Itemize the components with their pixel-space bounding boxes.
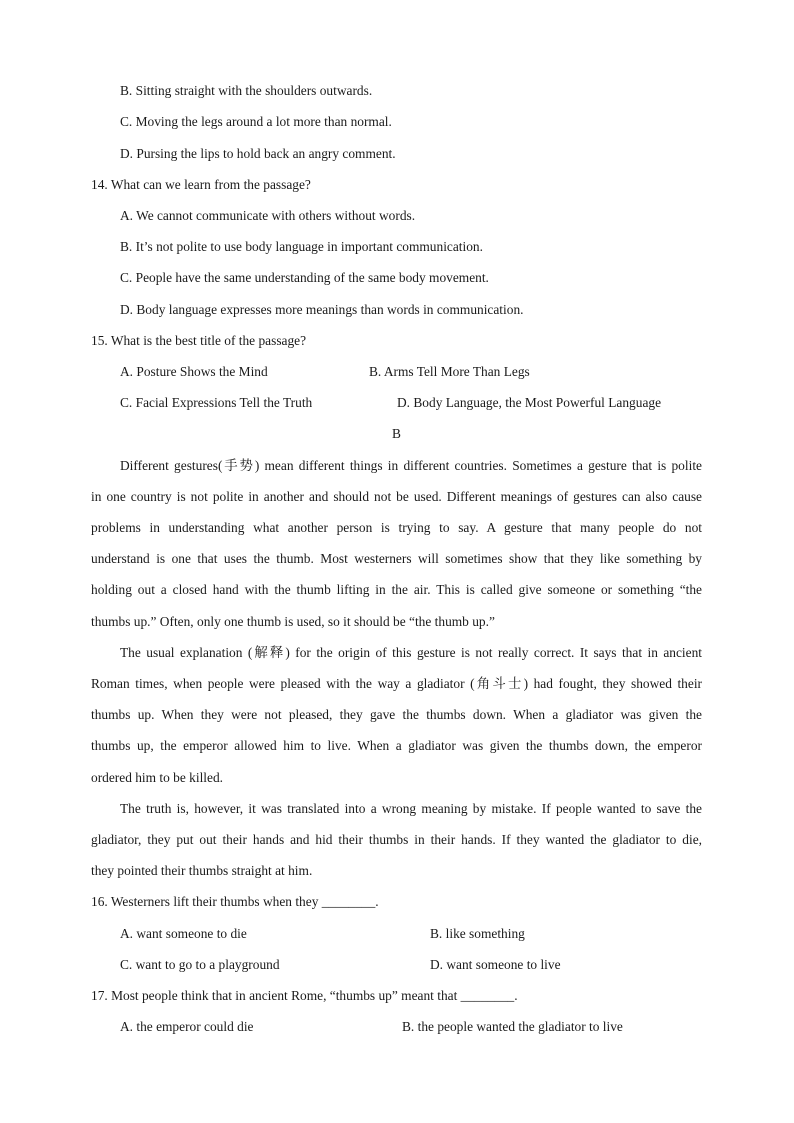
section-b-heading: B: [392, 426, 401, 441]
passage-b-p1-line: in one country is not polite in another and should not be used. Different meanings of gestures can also cause: [91, 489, 702, 504]
q14-option-a: A. We cannot communicate with others without words.: [120, 208, 416, 223]
q14-option-d: D. Body language expresses more meanings than words in communication.: [120, 302, 524, 317]
q13-option-c: C. Moving the legs around a lot more than normal.: [120, 114, 392, 129]
passage-b-p2-line: ordered him to be killed.: [91, 770, 224, 785]
q17-option-a: A. the emperor could die: [120, 1019, 254, 1034]
passage-b-p1-line: holding out a closed hand with the thumb lifting in the air. This is called give someone or something “the: [91, 582, 702, 597]
q14-stem: 14. What can we learn from the passage?: [91, 177, 311, 192]
passage-b-p2-line: The usual explanation (解释) for the origin of this gesture is not really correct. It says that in ancient: [120, 645, 702, 660]
q13-option-b: B. Sitting straight with the shoulders outwards.: [120, 83, 373, 98]
passage-b-p1-line: problems in understanding what another person is trying to say. A gesture that many people do not: [91, 520, 702, 535]
q16-option-d: D. want someone to live: [430, 957, 561, 972]
passage-b-p1-line: thumbs up.” Often, only one thumb is used, so it should be “the thumb up.”: [91, 614, 495, 629]
passage-b-p3-line: The truth is, however, it was translated into a wrong meaning by mistake. If people wanted to save the: [120, 801, 702, 816]
q14-option-c: C. People have the same understanding of the same body movement.: [120, 270, 489, 285]
q13-option-d: D. Pursing the lips to hold back an angry comment.: [120, 146, 396, 161]
passage-b-p3-line: they pointed their thumbs straight at him.: [91, 863, 313, 878]
q15-option-d: D. Body Language, the Most Powerful Language: [397, 395, 662, 410]
q15-option-a: A. Posture Shows the Mind: [120, 364, 268, 379]
q17-option-b: B. the people wanted the gladiator to live: [402, 1019, 623, 1034]
q16-option-b: B. like something: [430, 926, 525, 941]
passage-b-p1-line: understand is one that uses the thumb. Most westerners will sometimes show that they like something by: [91, 551, 702, 566]
passage-b-p3-line: gladiator, they put out their hands and hid their thumbs in their hands. If they wanted the gladiator to die,: [91, 832, 702, 847]
passage-b-p2-line: Roman times, when people were pleased with the way a gladiator (角斗士) had fought, they showed their: [91, 676, 702, 691]
q17-stem: 17. Most people think that in ancient Rome, “thumbs up” meant that ________.: [91, 988, 518, 1003]
q16-stem: 16. Westerners lift their thumbs when they ________.: [91, 894, 379, 909]
q16-option-c: C. want to go to a playground: [120, 957, 280, 972]
q15-stem: 15. What is the best title of the passage?: [91, 333, 307, 348]
passage-b-p2-line: thumbs up. When they were not pleased, they gave the thumbs down. When a gladiator was given the: [91, 707, 702, 722]
q16-option-a: A. want someone to die: [120, 926, 247, 941]
passage-b-p1-line: Different gestures(手势) mean different things in different countries. Sometimes a gesture that is polite: [120, 458, 702, 473]
q15-option-b: B. Arms Tell More Than Legs: [369, 364, 530, 379]
q14-option-b: B. It’s not polite to use body language in important communication.: [120, 239, 483, 254]
passage-b-p2-line: thumbs up, the emperor allowed him to live. When a gladiator was given the thumbs down, the emperor: [91, 738, 702, 753]
q15-option-c: C. Facial Expressions Tell the Truth: [120, 395, 313, 410]
